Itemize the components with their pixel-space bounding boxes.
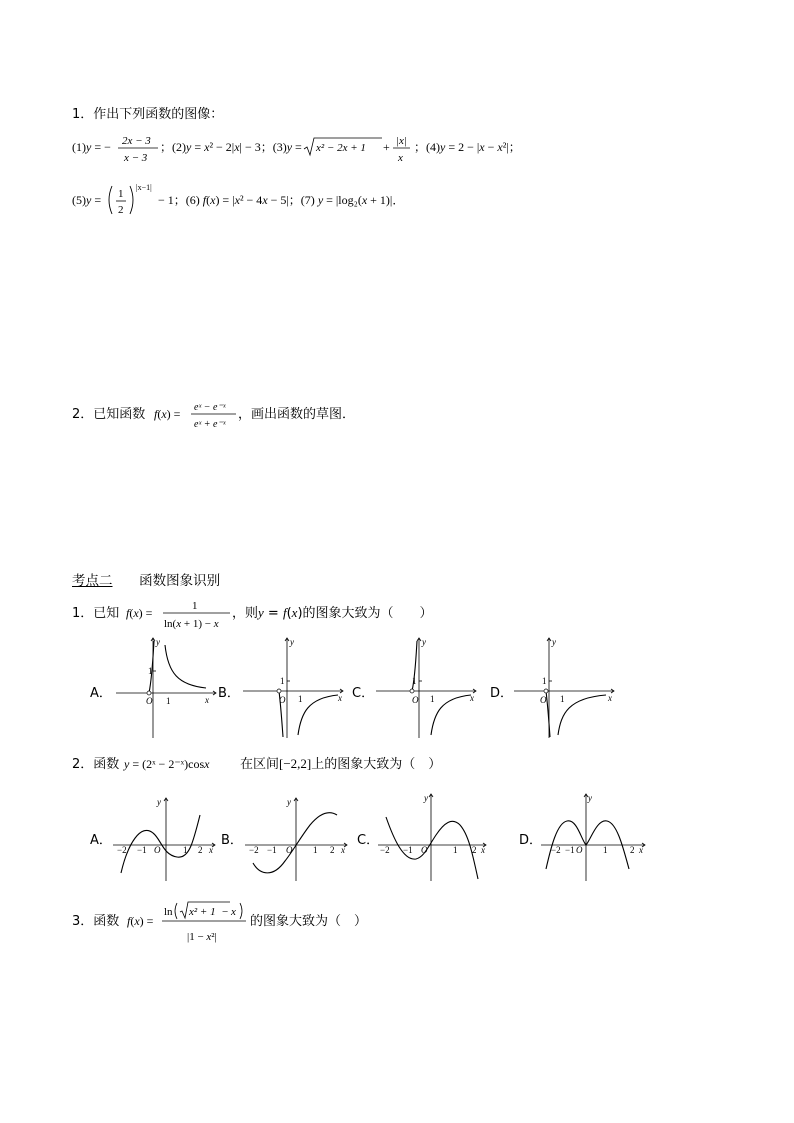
- svg-text:2x − 3: 2x − 3: [122, 135, 151, 147]
- svg-text:2．函数: 2．函数: [72, 757, 120, 772]
- p2-option-b-label: B．: [221, 833, 243, 848]
- svg-text:，画出函数的草图．: ，画出函数的草图．: [238, 407, 356, 422]
- tick-label-x1: 1: [560, 694, 565, 704]
- svg-text:(5)y =: (5)y =: [72, 193, 102, 207]
- axis-label-y: y: [424, 793, 428, 803]
- svg-text:ln: ln: [164, 906, 173, 918]
- svg-text:eˣ − e⁻ˣ: eˣ − e⁻ˣ: [194, 402, 226, 413]
- svg-text:1: 1: [118, 188, 124, 200]
- origin-label: O: [412, 695, 419, 705]
- open-point: [277, 689, 281, 693]
- q1-line2-formulas: [72, 180, 572, 220]
- svg-text:x: x: [398, 152, 403, 164]
- tick-label-neg2: −2: [551, 845, 561, 855]
- p2-graph-a: [113, 793, 223, 883]
- svg-text:2: 2: [118, 204, 124, 216]
- p1-graph-b: [243, 633, 353, 738]
- svg-text:f(x) =: f(x) =: [154, 407, 181, 421]
- axis-label-y: y: [290, 637, 294, 647]
- curve-right: [298, 695, 338, 735]
- svg-text:1．已知: 1．已知: [72, 606, 120, 621]
- curve-left: [546, 691, 550, 737]
- origin-label: O: [146, 696, 153, 706]
- origin-label: O: [540, 695, 547, 705]
- svg-text:x − 3: x − 3: [124, 152, 148, 164]
- tick-label-neg1: −1: [267, 845, 277, 855]
- tick-label-x1: 1: [298, 694, 303, 704]
- origin-label: O: [279, 695, 286, 705]
- svg-text:的图象大致为（ ）: 的图象大致为（ ）: [250, 914, 368, 929]
- svg-text:ln(x + 1) − x: ln(x + 1) − x: [164, 618, 219, 630]
- svg-text:f(x) =: f(x) =: [127, 914, 154, 928]
- svg-text:，则y = f(x)的图象大致为（ ）: ，则y = f(x)的图象大致为（ ）: [232, 605, 433, 621]
- tick-label-neg1: −1: [137, 845, 147, 855]
- tick-label-2: 2: [630, 845, 635, 855]
- svg-text:2．已知函数: 2．已知函数: [72, 407, 146, 422]
- axis-label-x: x: [209, 845, 213, 855]
- svg-text:(1)y = −: (1)y = −: [72, 140, 111, 154]
- svg-text:|x|: |x|: [396, 135, 407, 147]
- curve: [121, 815, 200, 873]
- p3-formula: [72, 898, 402, 950]
- svg-text:− 1；(6) f(x) = |x² − 4x − 5|；(: − 1；(6) f(x) = |x² − 4x − 5|；(7) y = |log₂(x + 1)|．: [158, 193, 405, 207]
- axis-label-y: y: [287, 797, 291, 807]
- svg-text:在区间[−2,2]上的图象大致为（ ）: 在区间[−2,2]上的图象大致为（ ）: [240, 756, 442, 772]
- axis-label-x: x: [341, 845, 345, 855]
- axis-label-y: y: [156, 637, 160, 647]
- svg-text:eˣ + e⁻ˣ: eˣ + e⁻ˣ: [194, 419, 226, 430]
- p1-option-b-label: B．: [218, 686, 240, 701]
- p1-graph-c: [376, 633, 486, 738]
- svg-text:；(4)y = 2 − |x − x²|；: ；(4)y = 2 − |x − x²|；: [414, 140, 521, 154]
- svg-text:y = (2ˣ − 2⁻ˣ)cosx: y = (2ˣ − 2⁻ˣ)cosx: [124, 757, 210, 771]
- origin-label: O: [576, 845, 583, 855]
- svg-text:x² − 2x + 1: x² − 2x + 1: [316, 142, 366, 154]
- tick-label-2: 2: [330, 845, 335, 855]
- axis-label-x: x: [639, 845, 643, 855]
- axis-label-x: x: [608, 693, 612, 703]
- tick-label-y1: 1: [412, 676, 417, 686]
- axis-label-x: x: [481, 845, 485, 855]
- curve-right: [558, 695, 606, 735]
- origin-label: O: [286, 845, 293, 855]
- tick-label-1: 1: [183, 845, 188, 855]
- p2-graph-c: [378, 789, 493, 883]
- tick-label-y1: 1: [148, 666, 153, 676]
- tick-label-neg2: −2: [380, 845, 390, 855]
- svg-text:− x: − x: [222, 906, 236, 918]
- tick-label-2: 2: [472, 845, 477, 855]
- svg-text:；(2)y = x² − 2|x| − 3；(3)y =: ；(2)y = x² − 2|x| − 3；(3)y =: [160, 140, 302, 154]
- tick-label-neg2: −2: [249, 845, 259, 855]
- open-point: [147, 691, 151, 695]
- tick-label-y1: 1: [542, 676, 547, 686]
- tick-label-1: 1: [453, 845, 458, 855]
- q1-line1-formulas: [72, 131, 572, 167]
- tick-label-2: 2: [198, 845, 203, 855]
- svg-text:x² + 1: x² + 1: [189, 906, 216, 918]
- q2-formula: [72, 398, 402, 434]
- curve-right: [431, 695, 471, 735]
- origin-label: O: [421, 845, 428, 855]
- open-point: [544, 689, 548, 693]
- p2-graph-d: [541, 789, 651, 883]
- curve-right: [165, 645, 206, 688]
- tick-label-1: 1: [313, 845, 318, 855]
- svg-text:|x−1|: |x−1|: [136, 183, 152, 192]
- tick-label-x1: 1: [430, 694, 435, 704]
- section-heading: [72, 569, 220, 589]
- section-label: 考点二: [72, 573, 113, 589]
- svg-text:3．函数: 3．函数: [72, 914, 120, 929]
- axis-label-y: y: [588, 793, 592, 803]
- svg-text:f(x) =: f(x) =: [126, 606, 153, 620]
- p1-option-c-label: C．: [352, 686, 375, 701]
- axis-label-x: x: [338, 693, 342, 703]
- tick-label-neg1: −1: [565, 845, 575, 855]
- p2-option-d-label: D．: [519, 833, 543, 848]
- p1-formula: [72, 597, 492, 633]
- svg-text:1: 1: [192, 600, 198, 612]
- p1-option-d-label: D．: [490, 686, 514, 701]
- tick-label-neg1: −1: [403, 845, 413, 855]
- tick-label-y1: 1: [280, 676, 285, 686]
- p2-option-c-label: C．: [357, 833, 380, 848]
- open-point: [410, 689, 414, 693]
- svg-text:+: +: [383, 140, 390, 154]
- p2-formula: [72, 752, 492, 774]
- tick-label-1: 1: [603, 845, 608, 855]
- p1-graph-d: [514, 633, 624, 738]
- origin-label: O: [154, 845, 161, 855]
- p1-graph-a: [116, 633, 226, 738]
- curve: [386, 817, 478, 879]
- svg-text:|1 − x²|: |1 − x²|: [187, 931, 217, 943]
- axis-label-x: x: [205, 695, 209, 705]
- curve: [253, 813, 337, 873]
- p2-option-a-label: A．: [90, 833, 112, 848]
- axis-label-y: y: [157, 797, 161, 807]
- p1-option-a-label: A．: [90, 686, 112, 701]
- tick-label-neg2: −2: [117, 845, 127, 855]
- axis-label-y: y: [552, 637, 556, 647]
- p2-graph-b: [245, 793, 355, 883]
- q1-title: 1．作出下列函数的图像：: [72, 107, 224, 122]
- tick-label-x1: 1: [166, 696, 171, 706]
- section-title: 函数图象识别: [139, 573, 221, 589]
- axis-label-x: x: [470, 693, 474, 703]
- axis-label-y: y: [422, 637, 426, 647]
